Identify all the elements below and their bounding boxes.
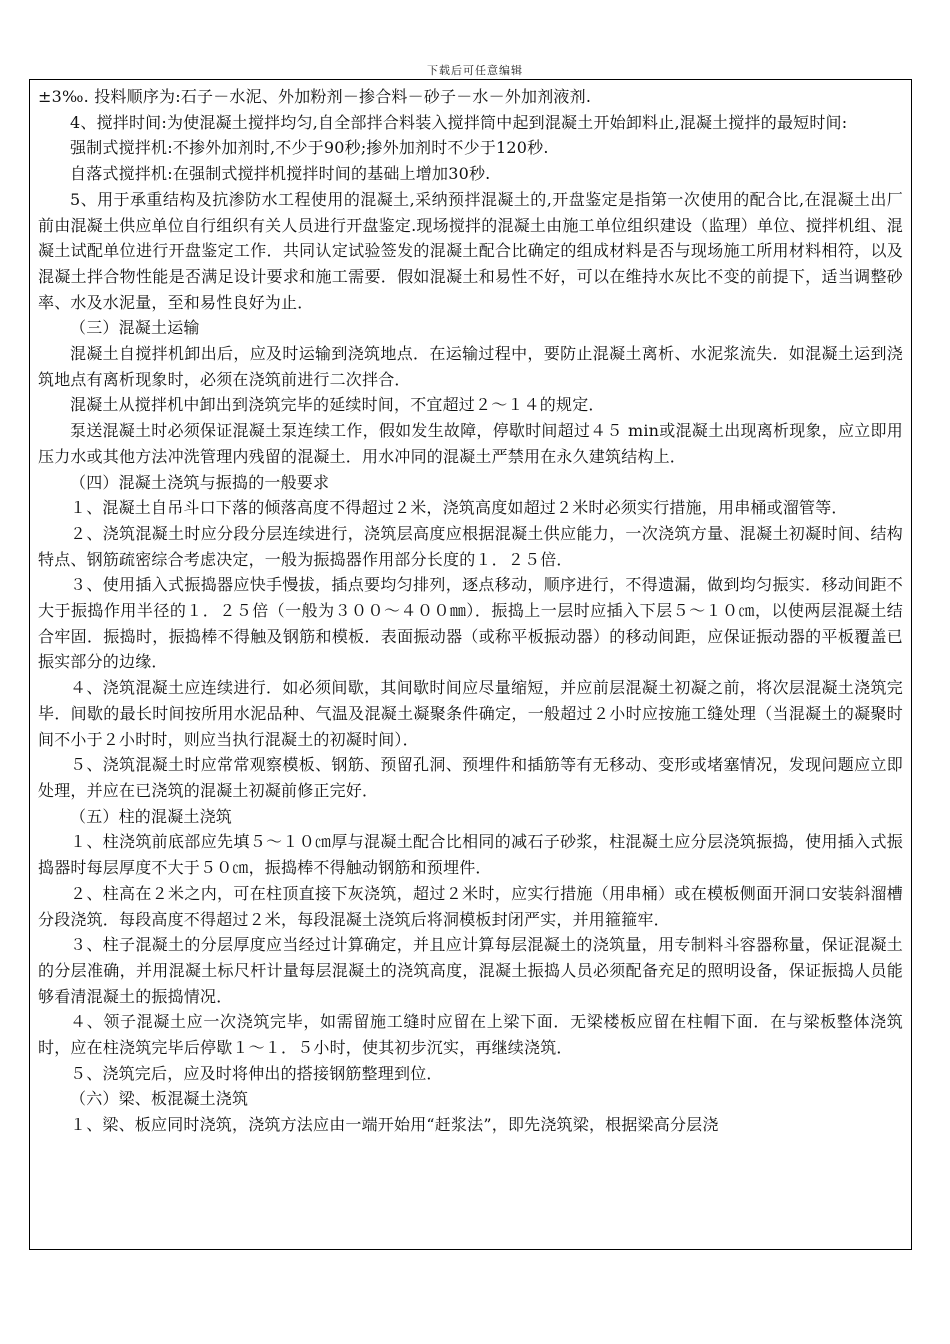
- paragraph: 混凝土从搅拌机中卸出到浇筑完毕的延续时间，不宜超过２～１４的规定．: [70, 395, 605, 415]
- paragraph: 自落式搅拌机:在强制式搅拌机搅拌时间的基础上增加30秒.: [70, 164, 491, 184]
- section-heading: （三）混凝土运输: [70, 318, 200, 338]
- paragraph: 泵送混凝土时必须保证混凝土泵连续工作，假如发生故障，停歇时间超过４５ min或混凝土出现离析现象，应立即用压力水或其他方法冲洗管理内残留的混凝土．用水冲同的混凝土严禁用在永久建筑结构上．: [38, 421, 903, 466]
- header-note: 下载后可任意编辑: [427, 64, 523, 77]
- paragraph: ２、浇筑混凝土时应分段分层连续进行，浇筑层高度应根据混凝土供应能力，一次浇筑方量、混凝土初凝时间、结构特点、钢筋疏密综合考虑决定，一般为振捣器作用部分长度的１．２５倍．: [38, 523, 903, 569]
- paragraph: ５、浇筑混凝土时应常常观察模板、钢筋、预留孔洞、预埋件和插筋等有无移动、变形或堵塞情况，发现问题应立即处理，并应在已浇筑的混凝土初凝前修正完好．: [38, 755, 903, 800]
- section-heading: （五）柱的混凝土浇筑: [70, 806, 233, 826]
- paragraph: ±3‰. 投料顺序为:石子－水泥、外加粉剂－掺合料－砂子－水－外加剂液剂.: [38, 87, 592, 106]
- section-heading: （四）混凝土浇筑与振捣的一般要求: [70, 472, 330, 492]
- paragraph: ３、使用插入式振捣器应快手慢拔，插点要均匀排列，逐点移动，顺序进行，不得遗漏，做到均匀振实．移动间距不大于振捣作用半径的１．２５倍（一般为３００～４００㎜）．振捣上一层时应插入下层５～１０㎝，以使两层混凝土结合牢固．振捣时，振捣棒不得触及钢筋和模板．表面振动器（或称平板振动器）的移动间距，应保证振动器的平板覆盖已振实部分的边缘．: [38, 575, 903, 672]
- paragraph: ４、浇筑混凝土应连续进行．如必须间歇，其间歇时间应尽量缩短，并应前层混凝土初凝之前，将次层混凝土浇筑完毕．间歇的最长时间按所用水泥品种、气温及混凝土凝聚条件确定，一般超过２小时应按施工缝处理（当混凝土的凝聚时间不小于２小时时，则应当执行混凝土的初凝时间）．: [38, 678, 903, 749]
- section-heading: （六）梁、板混凝土浇筑: [70, 1089, 249, 1109]
- paragraph: 4、搅拌时间:为使混凝土搅拌均匀,自全部拌合料装入搅拌筒中起到混凝土开始卸料止,混凝土搅拌的最短时间:: [70, 112, 848, 132]
- paragraph: ３、柱子混凝土的分层厚度应当经过计算确定，并且应计算每层混凝土的浇筑量，用专制料斗容器称量，保证混凝土的分层准确，并用混凝土标尺杆计量每层混凝土的浇筑高度，混凝土振捣人员必须配备充足的照明设备，保证振捣人员能够看清混凝土的振捣情况．: [38, 935, 903, 1006]
- document-frame: [29, 79, 912, 1250]
- paragraph: ４、领子混凝土应一次浇筑完毕，如需留施工缝时应留在上梁下面．无梁楼板应留在柱帽下面．在与梁板整体浇筑时，应在柱浇筑完毕后停歇１～１．５小时，使其初步沉实，再继续浇筑．: [38, 1012, 903, 1058]
- paragraph: １、柱浇筑前底部应先填５～１０㎝厚与混凝土配合比相同的减石子砂浆，柱混凝土应分层浇筑振捣，使用插入式振捣器时每层厚度不大于５０㎝，振捣棒不得触动钢筋和预埋件．: [38, 832, 903, 878]
- paragraph: ２、柱高在２米之内，可在柱顶直接下灰浇筑，超过２米时，应实行措施（用串桶）或在模板侧面开洞口安装斜溜槽分段浇筑．每段高度不得超过２米，每段混凝土浇筑后将洞模板封闭严实，并用箍箍牢．: [38, 883, 903, 929]
- paragraph: 5、用于承重结构及抗渗防水工程使用的混凝土,采纳预拌混凝土的,开盘鉴定是指第一次使用的配合比,在混凝土出厂前由混凝土供应单位自行组织有关人员进行开盘鉴定.现场搅拌的混凝土由施工单位组织建设（监理）单位、搅拌机组、混凝土试配单位进行开盘鉴定工作．共同认定试验签发的混凝土配合比确定的组成材料是否与现场施工所用材料相符，以及混凝土拌合物性能是否满足设计要求和施工需要．假如混凝土和易性不好，可以在维持水灰比不变的前提下，适当调整砂率、水及水泥量，至和易性良好为止．: [38, 189, 903, 312]
- paragraph: ５、浇筑完后，应及时将伸出的搭接钢筋整理到位．: [70, 1063, 443, 1083]
- paragraph: 强制式搅拌机:不掺外加剂时,不少于90秒;掺外加剂时不少于120秒.: [70, 138, 549, 158]
- paragraph: 混凝土自搅拌机卸出后，应及时运输到浇筑地点．在运输过程中，要防止混凝土离析、水泥浆流失．如混凝土运到浇筑地点有离析现象时，必须在浇筑前进行二次拌合．: [38, 344, 903, 389]
- paragraph: １、混凝土自吊斗口下落的倾落高度不得超过２米，浇筑高度如超过２米时必须实行措施，用串桶或溜管等．: [70, 498, 848, 518]
- paragraph: １、梁、板应同时浇筑，浇筑方法应由一端开始用“赶浆法”，即先浇筑梁，根据梁高分层浇: [70, 1115, 719, 1135]
